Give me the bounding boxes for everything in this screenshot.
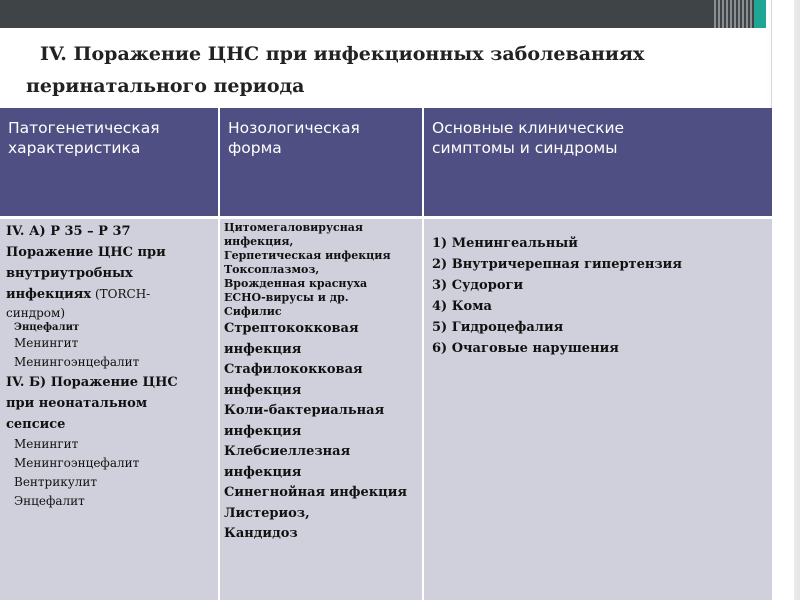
top-decor-bar [0, 0, 800, 28]
body-cell-pathogenetic [0, 219, 218, 600]
disease-item: инфекция [224, 464, 302, 480]
disease-item: Врожденная краснуха [224, 277, 368, 290]
disease-item: инфекция [224, 423, 302, 439]
slide-title [26, 38, 766, 102]
info-table [0, 108, 772, 600]
disease-item: Токсоплазмоз, [224, 263, 320, 276]
section-b-title: IV. Б) Поражение ЦНС [6, 375, 178, 390]
decor-stripes [712, 0, 754, 28]
list-item: Менингит [14, 336, 79, 350]
body-cell-symptoms [424, 219, 772, 600]
disease-item: Стафилококковая [224, 362, 363, 377]
symptom-item: 6) Очаговые нарушения [432, 341, 619, 356]
symptom-item: 5) Гидроцефалия [432, 320, 564, 335]
header-text: Нозологическая [228, 119, 360, 137]
list-item: Менингит [14, 437, 79, 451]
symptom-item: 1) Менингеальный [432, 236, 578, 251]
header-text: Патогенетическая [8, 119, 160, 137]
list-item: Энцефалит [14, 494, 85, 508]
header-cell-nosological [220, 108, 422, 216]
section-a-desc: Поражение ЦНС при [6, 245, 166, 260]
disease-item: Листериоз, [224, 505, 310, 521]
section-b-title: при неонатальном [6, 396, 148, 411]
section-a-title: IV. А) Р 35 – Р 37 [6, 224, 131, 239]
title-line-2: перинатального периода [26, 75, 305, 97]
symptom-item: 2) Внутричерепная гипертензия [432, 257, 682, 272]
section-a-desc [6, 284, 218, 305]
header-cell-symptoms [424, 108, 772, 216]
body-cell-nosological [220, 219, 422, 600]
header-text: характеристика [8, 139, 141, 157]
header-text: симптомы и синдромы [432, 139, 618, 157]
disease-item: Стрептококковая [224, 321, 359, 336]
header-text: форма [228, 139, 282, 157]
disease-item: ЕСНО-вирусы и др. [224, 291, 349, 304]
symptom-item: 4) Кома [432, 299, 492, 314]
disease-item: инфекция [224, 382, 302, 398]
torch-note: (TORCH- [91, 287, 151, 301]
list-item: Менингоэнцефалит [14, 456, 140, 470]
list-item: Энцефалит [14, 322, 80, 333]
title-line-1: IV. Поражение ЦНС при инфекционных заболеваниях [40, 43, 645, 65]
right-decor-panel [771, 0, 794, 600]
column-divider [218, 108, 220, 600]
disease-item: Кандидоз [224, 526, 298, 541]
section-a-desc: внутриутробных [6, 266, 133, 281]
disease-item: инфекция, [224, 235, 294, 248]
disease-item: инфекция [224, 341, 302, 357]
list-item: Вентрикулит [14, 475, 98, 489]
disease-item: Сифилис [224, 305, 282, 318]
disease-item: Коли-бактериальная [224, 403, 385, 418]
disease-item: Синегнойная инфекция [224, 485, 408, 500]
disease-item: Клебсиеллезная [224, 444, 351, 459]
section-b-title: сепсисе [6, 417, 66, 432]
list-item: Менингоэнцефалит [14, 355, 140, 369]
column-divider [422, 108, 424, 600]
disease-item: Герпетическая инфекция [224, 249, 391, 262]
symptom-item: 3) Судороги [432, 278, 524, 293]
section-a-desc-text: инфекциях [6, 287, 92, 302]
section-a-desc: синдром) [6, 306, 66, 320]
header-text: Основные клинические [432, 119, 625, 137]
header-cell-pathogenetic [0, 108, 218, 216]
disease-item: Цитомегаловирусная [224, 221, 363, 234]
